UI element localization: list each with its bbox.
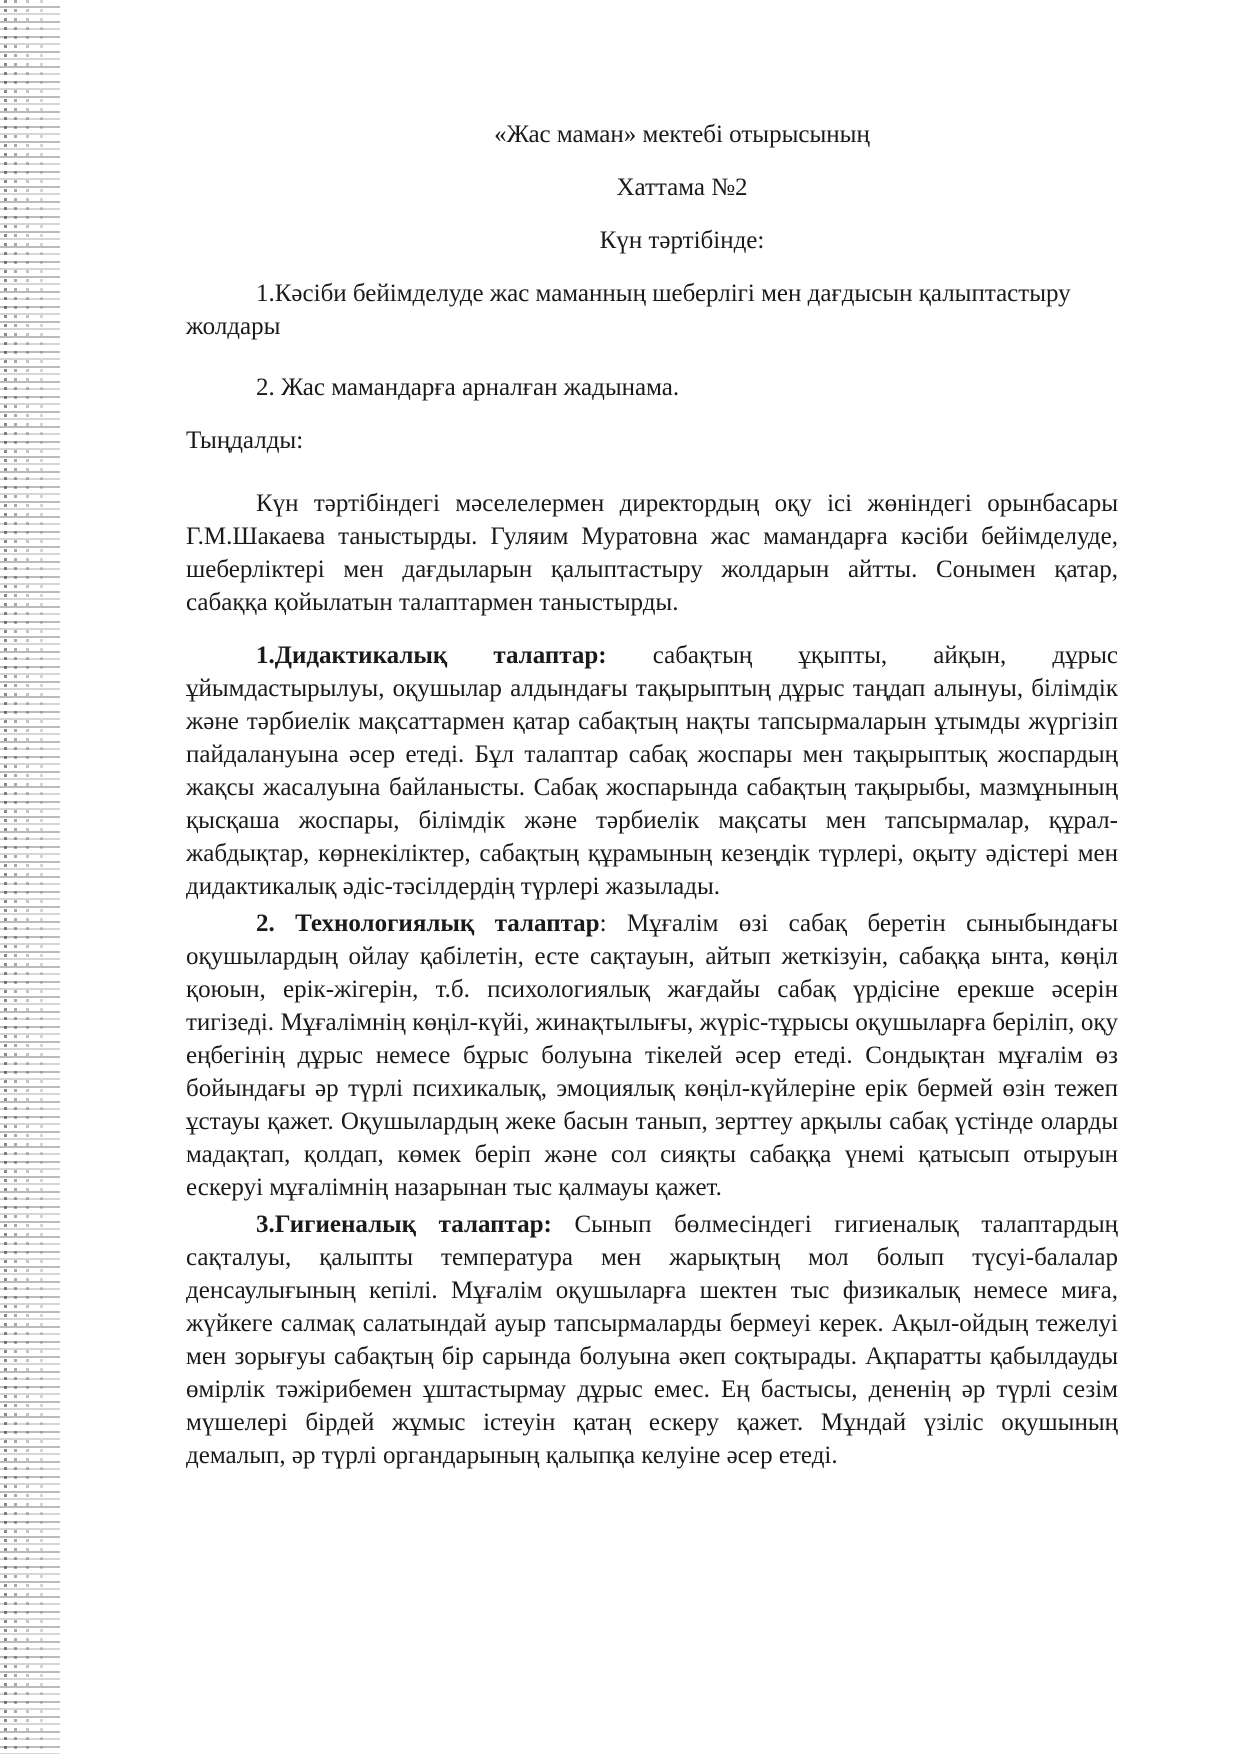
- section-text: : Мұғалім өзі сабақ беретін сыныбындағы оқушылардың ойлау қабілетін, есте сақтауын, айтып жеткізуін, сабаққа ынта, көңіл қоюын, ерік-жігерін, т.б. психологиялық жағдайы сабақ үрдісіне ерекше әсерін тигізеді. Мұғалімнің көңіл-күйі, жинақтылығы, жүріс-тұрысы оқушыларға беріліп, оқу еңбегінің дұрыс немесе бұрыс болуына тікелей әсер етеді. Сондықтан мұғалім өз бойындағы әр түрлі психикалық, эмоциялық көңіл-күйлеріне ерік бермей өзін тежеп ұстауы қажет. Оқушылардың жеке басын танып, зерттеу арқылы сабақ үстінде оларды мадақтап, қолдап, көмек беріп және сол сияқты сабаққа үнемі қатысып отыруын ескеруі мұғалімнің назарынан тыс қалмауы қажет.: [186, 910, 1118, 1201]
- scan-strip: [4, 0, 7, 1754]
- section-heading: 2. Технологиялық талаптар: [256, 910, 600, 937]
- document-page: [186, 118, 1118, 1472]
- scan-strip: [14, 0, 17, 1754]
- agenda-heading: Күн тәртібінде:: [599, 227, 765, 254]
- document-title: «Жас маман» мектебі отырысының: [494, 121, 870, 148]
- section-technological: [186, 907, 1118, 1204]
- scan-strip: [26, 0, 29, 1754]
- agenda-item: 2. Жас мамандарға арналған жадынама.: [256, 374, 680, 401]
- scan-strip: [40, 0, 43, 1754]
- section-heading: 3.Гигиеналық талаптар:: [256, 1211, 552, 1238]
- protocol-number: Хаттама №2: [616, 174, 748, 201]
- intro-paragraph: Күн тәртібіндегі мәселелермен директордың оқу ісі жөніндегі орынбасары Г.М.Шакаева таныстырды. Гуляим Муратовна жас мамандарға кәсіби бейімделуде, шеберліктері мен дағдыларын қалыптастыру жолдарын айтты. Сонымен қатар, сабаққа қойылатын талаптармен таныстырды.: [186, 490, 1118, 616]
- scan-edge-artifact: [0, 0, 60, 1754]
- section-heading: 1.Дидактикалық талаптар:: [256, 642, 607, 669]
- section-text: Сынып бөлмесіндегі гигиеналық талаптардың сақталуы, қалыпты температура мен жарықтың мол болып түсуі-балалар денсаулығының кепілі. Мұғалім оқушыларға шектен тыс физикалық немесе миға, жүйкеге салмақ салатындай ауыр тапсырмаларды бермеуі керек. Ақыл-ойдың тежелуі мен зорығуы сабақтың бір сарында болуына әкеп соқтырады. Ақпаратты қабылдауды өмірлік тәжірибемен ұштастырмау дұрыс емес. Ең бастысы, дененің әр түрлі сезім мүшелері бірдей жұмыс істеуін қатаң ескеру қажет. Мұндай үзіліс оқушының демалып, әр түрлі органдарының қалыпқа келуіне әсер етеді.: [186, 1211, 1118, 1469]
- heard-label: Тыңдалды:: [186, 427, 304, 454]
- section-hygienic: [186, 1208, 1118, 1472]
- section-text: сабақтың ұқыпты, айқын, дұрыс ұйымдастырылуы, оқушылар алдындағы тақырыптың дұрыс таңдап алынуы, білімдік және тәрбиелік мақсаттармен қатар сабақтың нақты тапсырмаларын ұтымды жүргізіп пайдалануына әсер етеді. Бұл талаптар сабақ жоспары мен тақырыптық жоспардың жақсы жасалуына байланысты. Сабақ жоспарында сабақтың тақырыбы, мазмұнының қысқаша жоспары, білімдік және тәрбиелік мақсаты мен тапсырмалар, құрал-жабдықтар, көрнекіліктер, сабақтың құрамының кезеңдік түрлері, оқыту әдістері мен дидактикалық әдіс-тәсілдердің түрлері жазылады.: [186, 642, 1118, 900]
- agenda-list: [186, 277, 1118, 404]
- section-didactic: [186, 639, 1118, 903]
- agenda-item: 1.Кәсіби бейімделуде жас маманның шеберлігі мен дағдысын қалыптастыру жолдары: [186, 280, 1071, 340]
